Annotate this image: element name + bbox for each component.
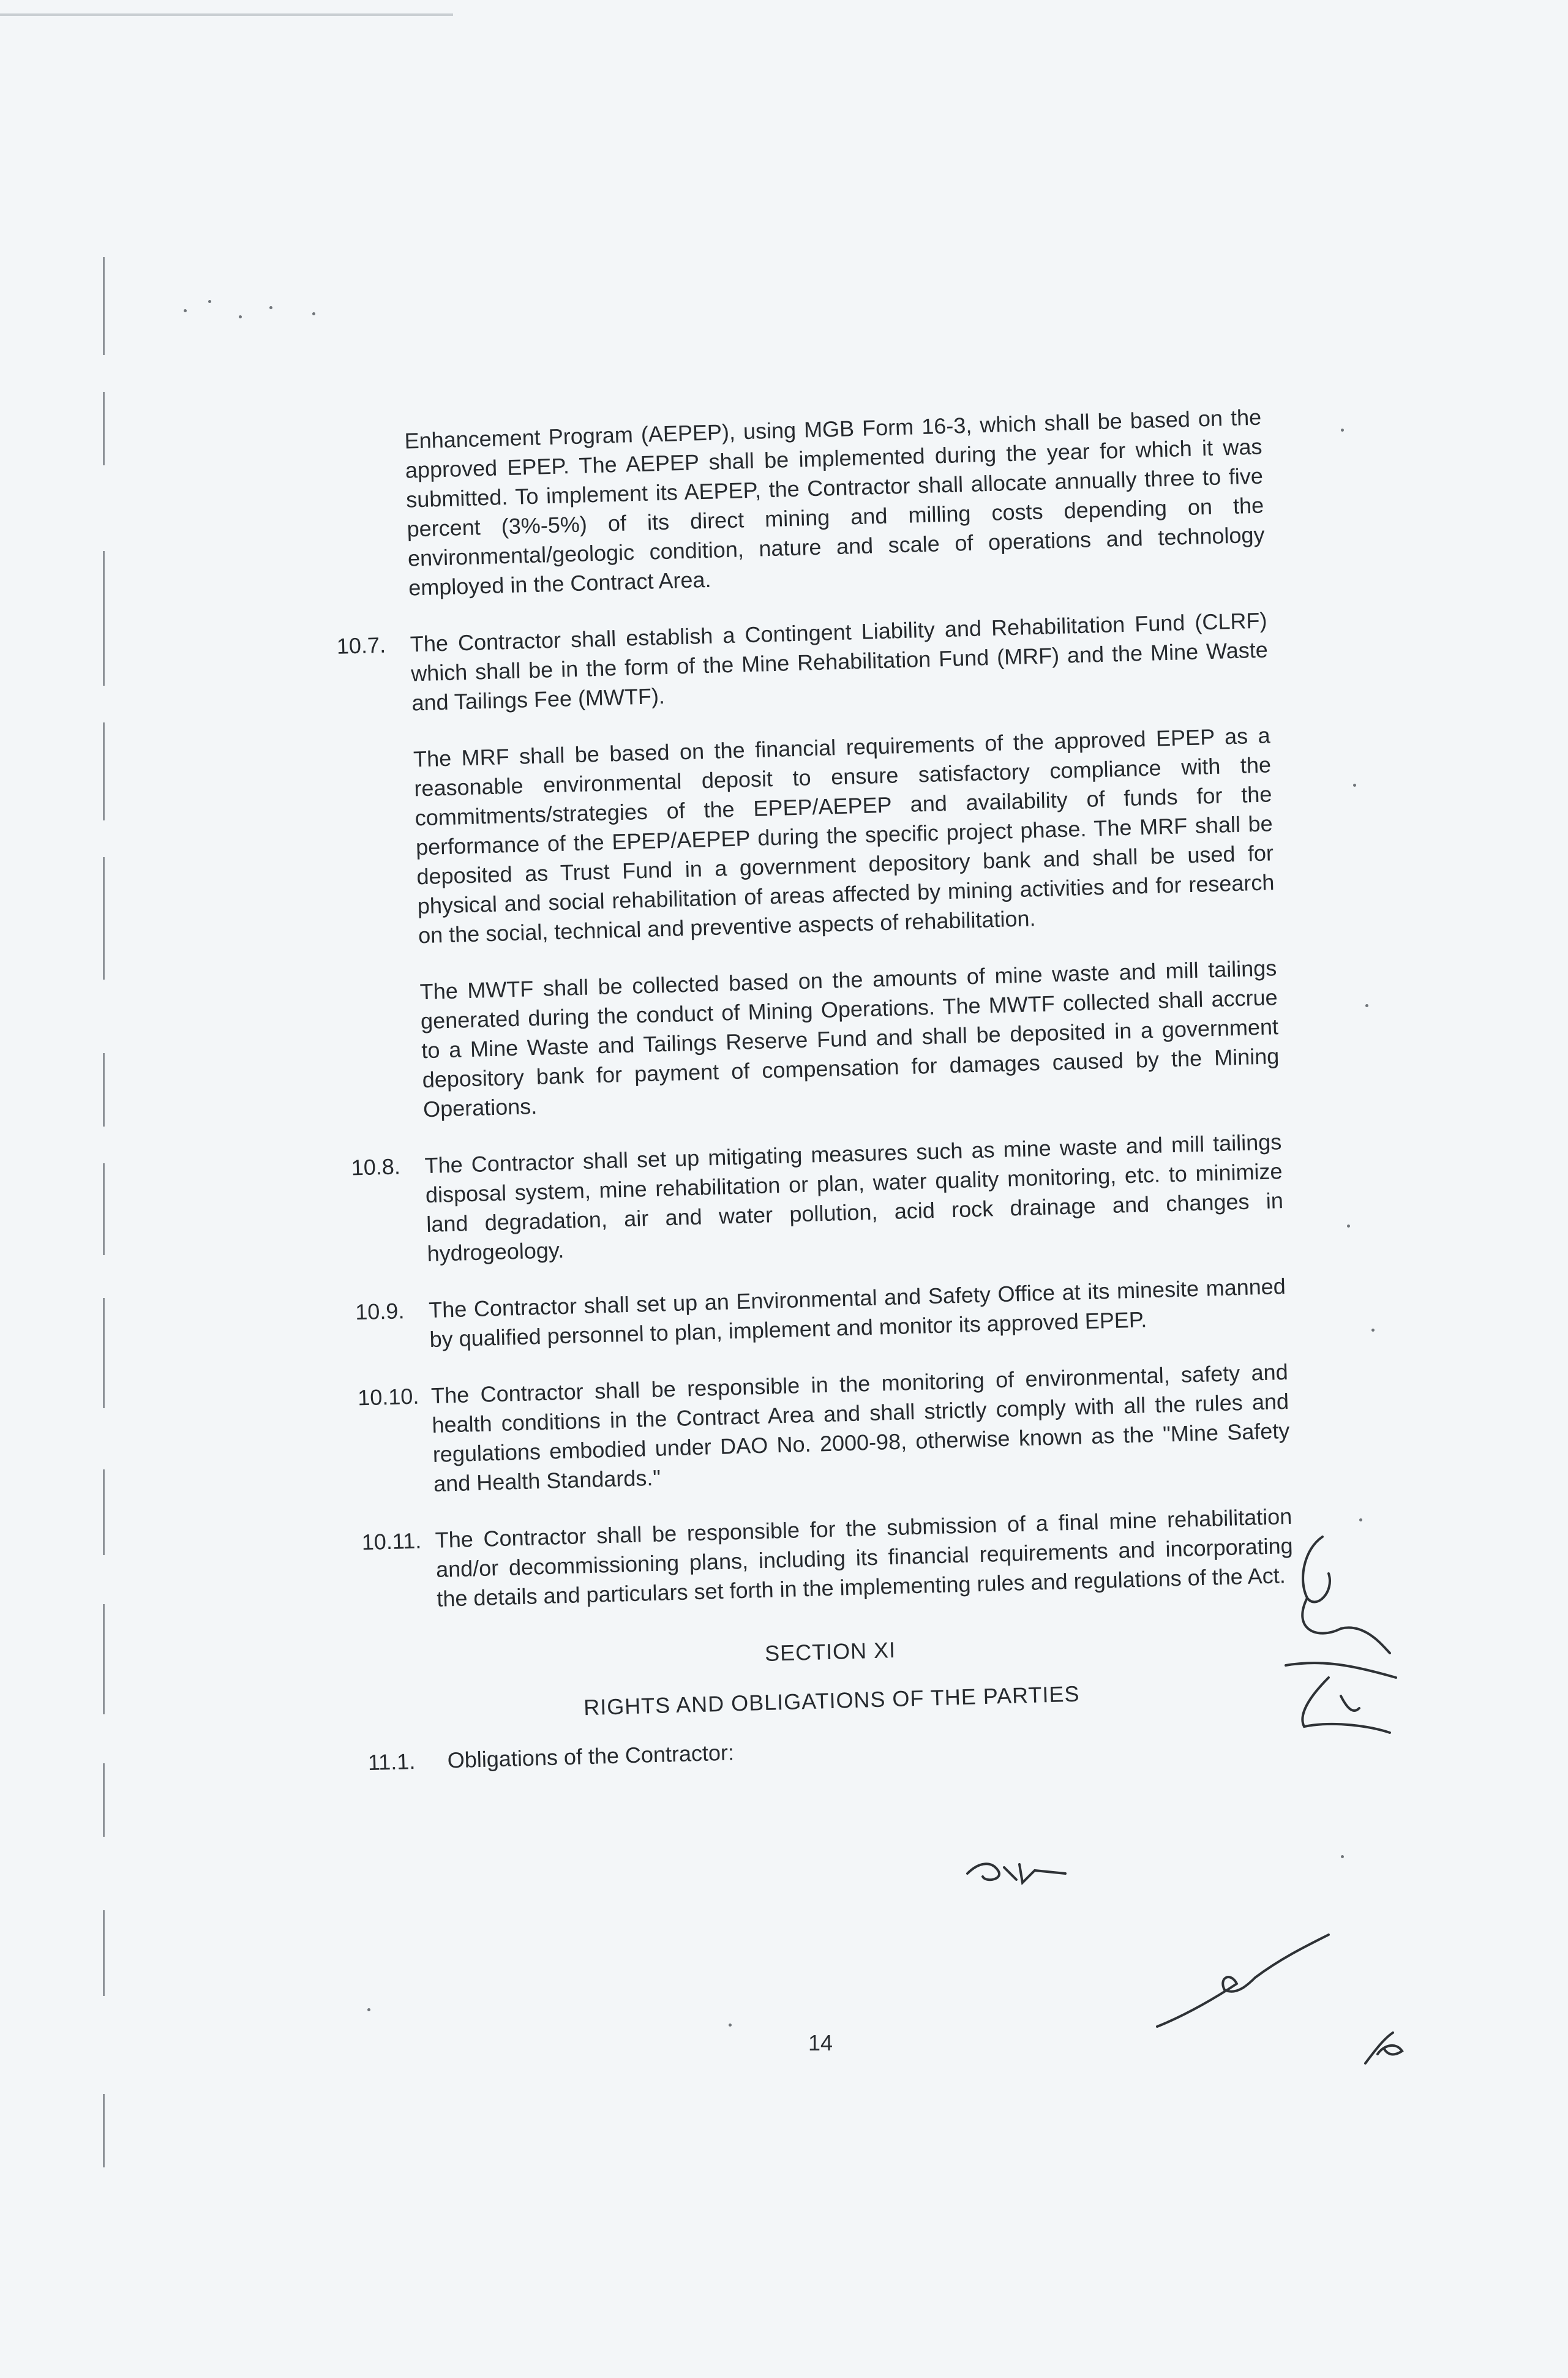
scan-margin-mark (103, 722, 105, 820)
document-body (331, 403, 1299, 1805)
paragraph-text: The Contractor shall set up an Environmental and Safety Office at its minesite manned by qualified personnel to plan, implement and monitor its approved EPEP. (428, 1273, 1286, 1352)
page-number: 14 (808, 2030, 833, 2055)
subsection-number: 11.1. (367, 1748, 416, 1776)
scan-speck (1341, 1855, 1344, 1858)
paragraph-number: 10.7. (336, 632, 386, 659)
paragraph-number: 10.8. (351, 1153, 401, 1180)
paragraph-number: 10.9. (354, 1298, 405, 1325)
scan-speck (1347, 1225, 1350, 1228)
scan-margin-mark (103, 2094, 105, 2167)
paragraph-10-7 (336, 606, 1269, 719)
scan-margin-mark (103, 1604, 105, 1714)
scan-margin-mark (103, 857, 105, 980)
handwritten-initials-mark (961, 1855, 1071, 1892)
scan-speck (367, 2008, 370, 2011)
scan-margin-mark (103, 1910, 105, 1996)
scan-speck (1341, 429, 1344, 432)
handwritten-initial (1359, 2027, 1408, 2069)
scan-margin-mark (103, 551, 105, 686)
paragraph-text: The Contractor shall set up mitigating measures such as mine waste and mill tailings disposal system, mine rehabilitation or plan, water quality monitoring, etc. to minimize land degradation, air and water pollution, acid rock drainage and changes in hydrogeology. (424, 1129, 1284, 1267)
paragraph-text: The Contractor shall establish a Contingent Liability and Rehabilitation Fund (CLRF) which shall be in the form of the Mine Rehabilitation Fund (MRF) and the Mine Waste and Tailings Fee (MWTF). (410, 607, 1269, 716)
scan-margin-mark (103, 1163, 105, 1255)
section-title: RIGHTS AND OBLIGATIONS OF THE PARTIES (583, 1681, 1080, 1720)
paragraph-text: The MRF shall be based on the financial requirements of the approved EPEP as a reasonable environmental deposit to ensure satisfactory compliance with the commitments/strategies of the EPEP/AEPEP and availability of funds for the performance of the EPEP/AEPEP during the specific project phase. The MRF shall be deposited as Trust Fund in a government depository bank and shall be used for physical and social rehabilitation of areas affected by mining activities and for research on the social, technical and preventive aspects of rehabilitation. (413, 722, 1275, 948)
subsection-11-1 (367, 1722, 1299, 1777)
scan-speck (729, 2024, 732, 2027)
scan-speck (269, 306, 272, 309)
paragraph-10-11 (361, 1502, 1294, 1616)
scan-margin-mark (103, 257, 105, 355)
paragraph-number: 10.11. (361, 1528, 422, 1555)
scan-speck (208, 300, 211, 303)
handwritten-signature (1151, 1929, 1335, 2039)
scan-speck (1359, 1518, 1362, 1521)
scan-margin-mark (103, 1469, 105, 1555)
paragraph-10-9 (355, 1272, 1287, 1356)
scan-margin-mark (103, 1763, 105, 1837)
paragraph-10-8 (351, 1127, 1285, 1270)
scan-speck (1365, 1004, 1368, 1007)
scan-margin-mark (103, 1298, 105, 1408)
paragraph-mwtf (346, 953, 1280, 1126)
handwritten-initials-signature (1249, 1525, 1408, 1745)
scan-speck (239, 315, 242, 318)
paragraph-text: The MWTF shall be collected based on the amounts of mine waste and mill tailings generated during the conduct of Mining Operations. The MWTF collected shall accrue to a Mine Waste and Tailings Reserve Fund and shall be deposited in a government depository bank for payment of compensation for damages caused by the Mining Operations. (419, 955, 1280, 1122)
scan-speck (312, 312, 315, 315)
scan-top-edge (0, 13, 453, 16)
paragraph-text: Enhancement Program (AEPEP), using MGB Form 16-3, which shall be based on the approved EPEP. The AEPEP shall be implemented during the year for which it was submitted. To implement its AEPEP, the Contractor shall allocate annually three to five percent (3%-5%) of its direct mining and milling costs depending on the environmental/geologic condition, nature and scale of operations and technology employed in the Contract Area. (404, 404, 1265, 601)
scan-speck (184, 309, 187, 312)
scan-margin-mark (103, 1053, 105, 1127)
paragraph-number: 10.10. (357, 1383, 419, 1411)
paragraph-mrf (340, 721, 1276, 952)
paragraph-aepep (331, 403, 1266, 605)
paragraph-text: The Contractor shall be responsible in the monitoring of environmental, safety and health conditions in the Contract Area and shall strictly comply with all the rules and regulations embodied under DAO No. 2000-98, otherwise known as the "Mine Safety and Health Standards." (430, 1359, 1290, 1496)
section-number: SECTION XI (764, 1637, 896, 1666)
subsection-text: Obligations of the Contractor: (447, 1739, 735, 1773)
scan-margin-mark (103, 392, 105, 465)
scan-speck (1371, 1329, 1375, 1332)
paragraph-10-10 (358, 1357, 1291, 1501)
paragraph-text: The Contractor shall be responsible for the submission of a final mine rehabilitation and/or decommissioning plans, including its financial requirements and incorporating the details and particulars set forth in the implementing rules and regulations of the Act. (435, 1503, 1294, 1611)
scan-speck (1353, 784, 1356, 787)
